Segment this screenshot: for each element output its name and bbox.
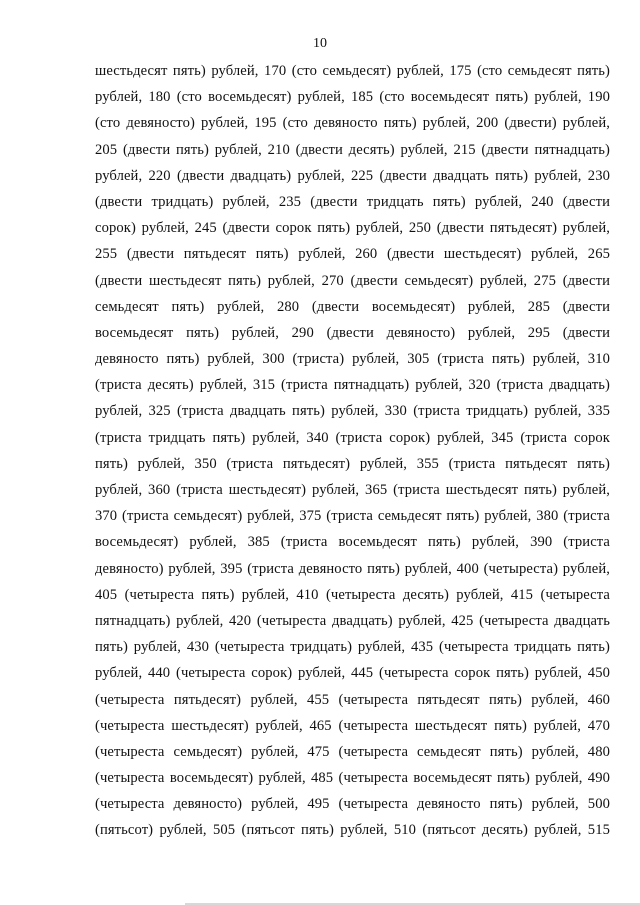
text-line: (четыреста шестьдесят) рублей, 465 (четыреста шестьдесят пять) рублей, 470 [95, 717, 610, 734]
text-line: (сто девяносто) рублей, 195 (сто девяносто пять) рублей, 200 (двести) рублей, [95, 115, 610, 132]
page-number: 10 [313, 36, 327, 51]
body-text [95, 58, 610, 844]
text-line: восемьдесят пять) рублей, 290 (двести девяносто) рублей, 295 (двести [95, 324, 610, 341]
text-line: (четыреста пятьдесят) рублей, 455 (четыреста пятьдесят пять) рублей, 460 [95, 691, 610, 708]
text-line: рублей, 440 (четыреста сорок) рублей, 445 (четыреста сорок пять) рублей, 450 [95, 665, 610, 682]
text-line: девяносто) рублей, 395 (триста девяносто пять) рублей, 400 (четыреста) рублей, [95, 560, 610, 577]
text-line: (пятьсот) рублей, 505 (пятьсот пять) рублей, 510 (пятьсот десять) рублей, 515 [95, 822, 610, 839]
text-line: 255 (двести пятьдесят пять) рублей, 260 (двести шестьдесят) рублей, 265 [95, 246, 610, 263]
text-line: девяносто пять) рублей, 300 (триста) рублей, 305 (триста пять) рублей, 310 [95, 351, 610, 368]
text-line: (двести тридцать) рублей, 235 (двести тридцать пять) рублей, 240 (двести [95, 193, 610, 210]
text-line: 205 (двести пять) рублей, 210 (двести десять) рублей, 215 (двести пятнадцать) [95, 141, 610, 158]
text-line: (триста тридцать пять) рублей, 340 (триста сорок) рублей, 345 (триста сорок [95, 429, 610, 446]
text-line: пять) рублей, 350 (триста пятьдесят) рублей, 355 (триста пятьдесят пять) [95, 455, 610, 472]
text-line: пять) рублей, 430 (четыреста тридцать) рублей, 435 (четыреста тридцать пять) [95, 639, 610, 656]
text-line: 370 (триста семьдесят) рублей, 375 (триста семьдесят пять) рублей, 380 (триста [95, 508, 610, 525]
text-line: рублей, 180 (сто восемьдесят) рублей, 185 (сто восемьдесят пять) рублей, 190 [95, 89, 610, 106]
text-line: (четыреста девяносто) рублей, 495 (четыреста девяносто пять) рублей, 500 [95, 796, 610, 813]
text-line: (триста десять) рублей, 315 (триста пятнадцать) рублей, 320 (триста двадцать) [95, 377, 610, 394]
text-line: (четыреста восемьдесят) рублей, 485 (четыреста восемьдесят пять) рублей, 490 [95, 770, 610, 787]
text-line: семьдесят пять) рублей, 280 (двести восемьдесят) рублей, 285 (двести [95, 298, 610, 315]
text-line: шестьдесят пять) рублей, 170 (сто семьдесят) рублей, 175 (сто семьдесят пять) [95, 63, 610, 79]
text-line: 405 (четыреста пять) рублей, 410 (четыреста десять) рублей, 415 (четыреста [95, 586, 610, 603]
text-line: восемьдесят) рублей, 385 (триста восемьдесят пять) рублей, 390 (триста [95, 534, 610, 551]
text-line: пятнадцать) рублей, 420 (четыреста двадцать) рублей, 425 (четыреста двадцать [95, 612, 610, 629]
text-line: рублей, 220 (двести двадцать) рублей, 225 (двести двадцать пять) рублей, 230 [95, 167, 610, 184]
text-line: (двести шестьдесят пять) рублей, 270 (двести семьдесят) рублей, 275 (двести [95, 272, 610, 289]
text-line: рублей, 360 (триста шестьдесят) рублей, 365 (триста шестьдесят пять) рублей, [95, 482, 610, 498]
text-line: (четыреста семьдесят) рублей, 475 (четыреста семьдесят пять) рублей, 480 [95, 743, 610, 760]
text-line: сорок) рублей, 245 (двести сорок пять) рублей, 250 (двести пятьдесят) рублей, [95, 220, 610, 237]
text-line: рублей, 325 (триста двадцать пять) рублей, 330 (триста тридцать) рублей, 335 [95, 403, 610, 420]
